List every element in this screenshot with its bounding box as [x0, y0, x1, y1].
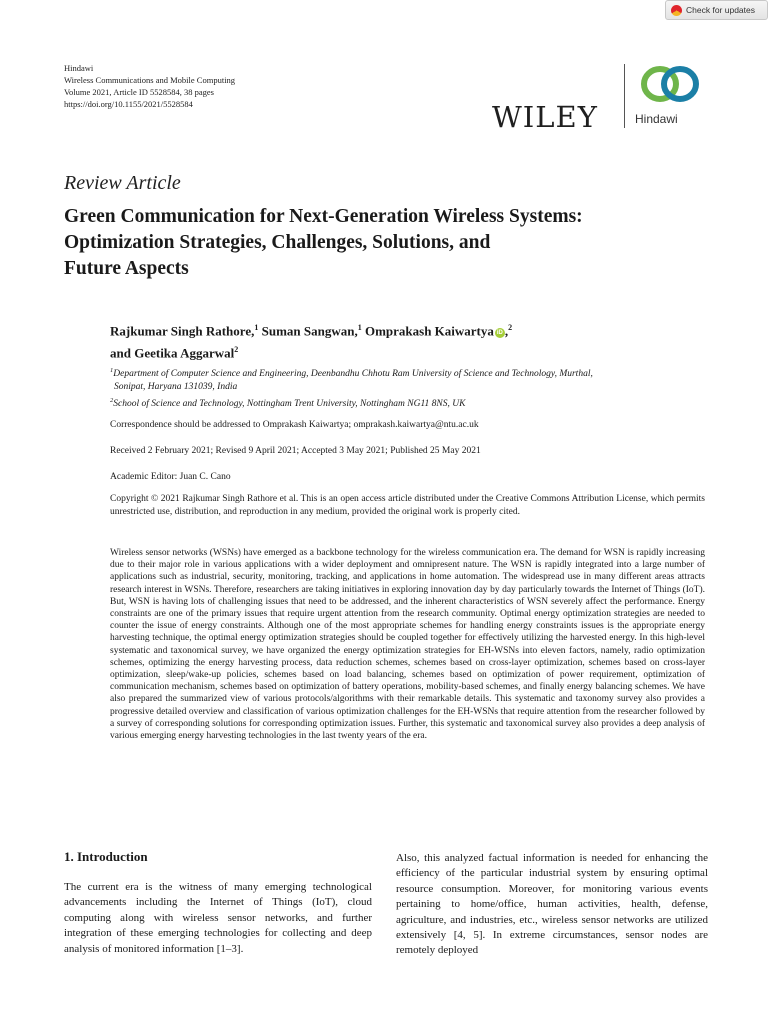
author-affiliation-mark: 2	[234, 345, 239, 355]
doi-link[interactable]: https://doi.org/10.1155/2021/5528584	[64, 99, 193, 109]
author-name: Omprakash Kaiwartya	[364, 323, 494, 339]
author-name: Rajkumar Singh Rathore,	[110, 323, 255, 339]
author-name: and Geetika Aggarwal	[110, 345, 235, 361]
publisher-name: Hindawi	[64, 63, 94, 73]
title-line: Future Aspects	[64, 258, 189, 279]
affiliation-text: Sonipat, Haryana 131039, India	[114, 382, 238, 393]
affiliation-mark: 2	[110, 397, 114, 405]
section-heading-introduction: 1. Introduction	[64, 849, 148, 864]
journal-meta	[64, 62, 235, 110]
affiliations	[110, 364, 710, 411]
crossmark-icon	[671, 5, 682, 16]
author-list: Rajkumar Singh Rathore,$^1$ Suman Sangwan,$^1$ Omprakash Kaiwartya iD ,$^2$ and Geetika Aggarwal$^2$	[110, 323, 513, 361]
title-line: Optimization Strategies, Challenges, Solutions, and	[64, 232, 491, 253]
academic-editor: Academic Editor: Juan C. Cano	[110, 472, 231, 482]
check-for-updates-button[interactable]	[665, 0, 768, 20]
author-affiliation-mark: 1	[357, 323, 362, 332]
copyright-notice: Copyright © 2021 Rajkumar Singh Rathore et al. This is an open access article distributed under the Creative Commons Attribution License, which permits unrestricted use, distribution, and reproduction in any medium, provided the original work is properly cited.	[110, 494, 705, 517]
publisher-logos	[492, 60, 712, 132]
journal-name: Wireless Communications and Mobile Computing	[64, 75, 236, 85]
wiley-logo: WILEY	[492, 100, 598, 134]
affiliation-mark: 1	[110, 367, 114, 374]
author-name: Suman Sangwan,	[261, 323, 358, 339]
logo-divider	[624, 64, 625, 128]
check-for-updates-label: Check for updates	[686, 5, 755, 15]
affiliation-text: Department of Computer Science and Engineering, Deenbandhu Chhotu Ram University of Science and Technology, Murthal,	[113, 369, 593, 380]
hindawi-logo-text: Hindawi	[635, 112, 678, 126]
orcid-icon[interactable]: iD	[496, 330, 503, 337]
title-line: Green Communication for Next-Generation Wireless Systems:	[64, 206, 583, 227]
article-title	[64, 204, 724, 282]
abstract: Wireless sensor networks (WSNs) have emerged as a backbone technology for the wireless communication era. The demand for WSN is rapidly increasing due to their major role in various applications with a wider deployment and omnipresent nature. The WSN is rapidly integrated into a large number of applications such as industrial, security, monitoring, tracking, and applications in home automation. The widespread use in many different areas attracts research interest in WSNs. Therefore, researchers are taking initiatives in exploring innovation day by day particularly towards the Internet of Things (IoT). But, WSN is having lots of challenging issues that need to be addressed, and the inherent characteristics of WSN severely affect the performance. Energy constraints are one of the primary issues that require urgent attention from the research community. Optimal energy optimization strategies are needed to counter the issue of energy constraints. Although one of the most appropriate schemes for handling energy constraints issues is the appropriate energy harvesting technique, the optimal energy optimization strategies should be coupled together for effectively utilizing the harvested energy. In this high-level systematic and taxonomical survey, we have organized the energy optimization strategies for EH-WSNs into eleven factors, namely, radio optimization schemes, optimizing the energy harvesting process, data reduction schemes, schemes based on cross-layer optimization, schemes based on cross-layer optimization, sleep/wake-up policies, schemes based on load balancing, schemes based on optimization of power requirement, optimization of communication mechanism, schemes based on optimization of battery operations, mobility-based schemes, and finally energy balancing schemes. We have also prepared the summarized view of various protocols/algorithms with their remarkable details. This systematic and taxonomy survey also provides a progressive detailed overview and classification of various optimization challenges for the EH-WSNs that require attention from the researcher followed by a survey of corresponding solutions for corresponding optimization issues. Further, this systematic and taxonomical survey also provides a deep analysis of various emerging energy harvesting technologies in the last twenty years of the era.	[110, 548, 705, 742]
article-type: Review Article	[64, 172, 181, 194]
intro-left-column: The current era is the witness of many emerging technological advancements including the Internet of Things (IoT), cloud computing along with wireless sensor networks, and further integration of these emerging technologies for collecting and deep analysis of monitored information [1–3].	[64, 881, 372, 955]
publication-dates: Received 2 February 2021; Revised 9 April 2021; Accepted 3 May 2021; Published 25 May 2021	[110, 446, 481, 456]
correspondence-line: Correspondence should be addressed to Omprakash Kaiwartya; omprakash.kaiwartya@ntu.ac.uk	[110, 420, 479, 430]
intro-right-column: Also, this analyzed factual information is needed for enhancing the efficiency of the particular industrial system by ensuring optimal resource consumption. Moreover, for monitoring various events pertaining to home/office, human activities, health, defense, agriculture, and industries, etc., wireless sensor networks are utilized extensively [4, 5]. In extreme circumstances, sensor nodes are remotely deployed	[396, 852, 708, 957]
author-affiliation-mark: 1	[254, 323, 259, 332]
affiliation-text: School of Science and Technology, Nottingham Trent University, Nottingham NG11 8NS, UK	[113, 399, 466, 410]
author-affiliation-mark: 2	[508, 323, 513, 332]
hindawi-logo-icon	[638, 64, 702, 104]
volume-line: Volume 2021, Article ID 5528584, 38 pages	[64, 87, 214, 97]
